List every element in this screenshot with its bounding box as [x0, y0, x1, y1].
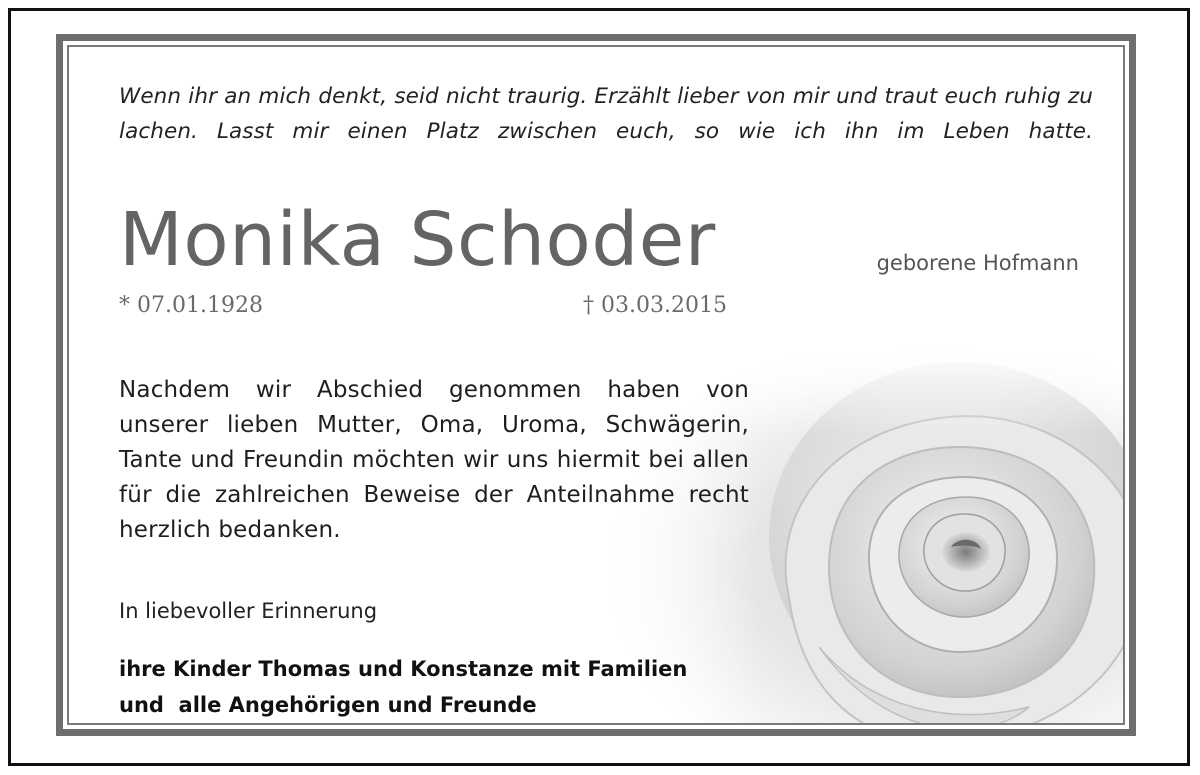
card-white-band	[63, 41, 1129, 729]
deceased-name: Monika Schoder	[119, 197, 716, 283]
signoff	[119, 651, 687, 723]
card-content-area	[67, 45, 1125, 725]
memory-line: In liebevoller Erinnerung	[119, 599, 378, 623]
death-date: † 03.03.2015	[583, 293, 727, 318]
birth-name: geborene Hofmann	[876, 251, 1079, 275]
birth-date: * 07.01.1928	[119, 293, 263, 318]
signoff-line-2: und alle Angehörigen und Freunde	[119, 693, 537, 717]
signoff-line-1: ihre Kinder Thomas und Konstanze mit Familien	[119, 657, 688, 681]
memorial-quote: Wenn ihr an mich denkt, seid nicht traurig. Erzählt lieber von mir und traut euch ruhig zu lachen. Lasst mir einen Platz zwischen euch, so wie ich ihn im Leben hatte.	[119, 84, 1093, 144]
thank-you-message: Nachdem wir Abschied genommen haben von unserer lieben Mutter, Oma, Uroma, Schwägerin, Tante und Freundin möchten wir uns hiermit bei allen für die zahlreichen Beweise der Anteilnahme recht herzlich bedanken.	[119, 377, 749, 543]
obituary-card	[56, 34, 1136, 736]
